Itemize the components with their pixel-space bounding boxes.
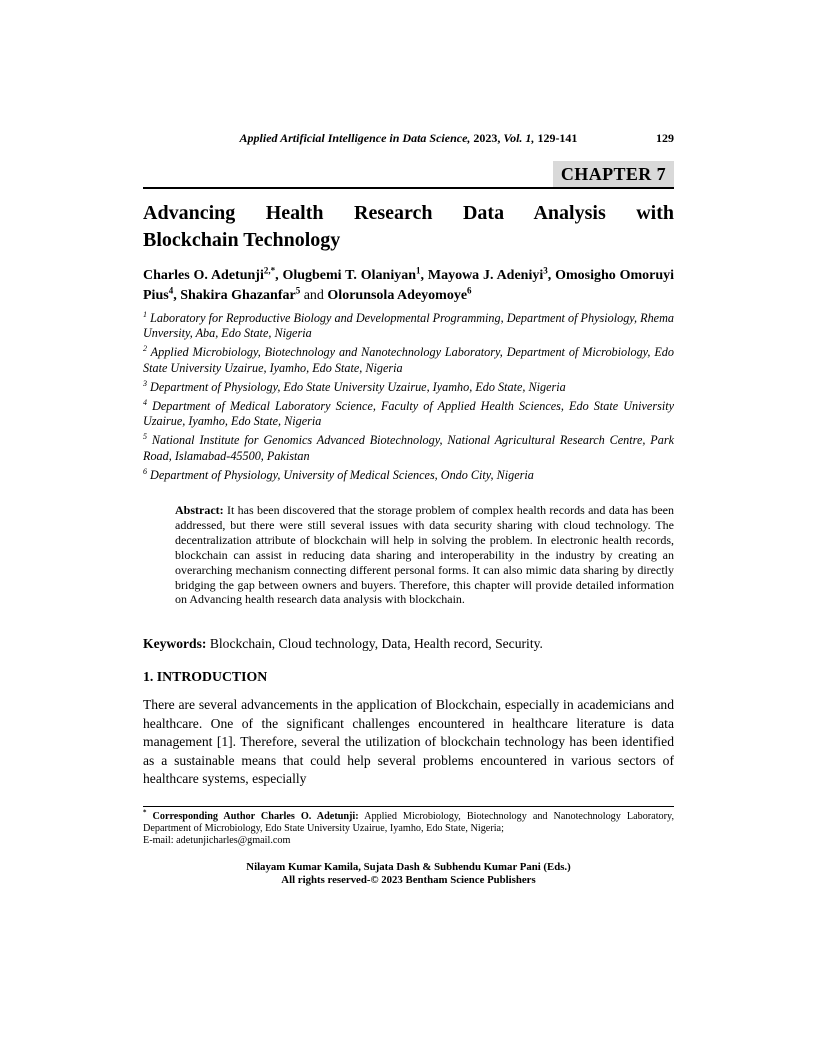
journal-volume: Vol. 1,: [503, 131, 535, 145]
journal-citation: [240, 131, 578, 145]
author-separator: ,: [275, 268, 283, 283]
chapter-badge: CHAPTER 7: [553, 161, 674, 187]
author-name: Charles O. Adetunji$^{2,*}$: [143, 265, 276, 283]
affiliation: $^6$ Department of Physiology, University of Medical Sciences, Ondo City, Nigeria: [143, 466, 534, 482]
abstract-text: It has been discovered that the storage problem of complex health records and data has been addressed, but there were still several issues with data security sharing with cloud technology. The decentralization attribute of blockchain will help in solving the problem. In electronic health records, blockchain can assist in reducing data sharing and interoperability in the industry by creating an overarching mechanism connecting different personal forms. It can also mimic data sharing by directly bridging the gap between owners and buyers. Therefore, this chapter will provide detailed information on Advancing health research data analysis with blockchain.: [175, 503, 674, 607]
abstract-label: Abstract:: [175, 503, 224, 518]
intro-paragraph: There are several advancements in the application of Blockchain, especially in academicians and healthcare. One of the significant challenges encountered in healthcare literature is data management [1]. Therefore, several the utilization of blockchain technology has been identified as a sustainable means that could help several problems encountered in various sectors of healthcare systems, especially: [143, 697, 674, 787]
author-affiliation-marker: 4: [168, 285, 174, 296]
affiliation-marker: 6: [143, 466, 147, 476]
author-affiliation-marker: 5: [295, 285, 301, 296]
chapter-title-line2: Blockchain Technology: [143, 229, 341, 251]
footnote: [143, 808, 674, 847]
keywords-text: Blockchain, Cloud technology, Data, Health record, Security.: [206, 636, 543, 652]
affiliation: $^4$ Department of Medical Laboratory Science, Faculty of Applied Health Sciences, Edo State University Uzairue, Iyamho, Edo State, Nigeria: [143, 397, 674, 429]
keywords-label: Keywords:: [143, 636, 207, 652]
affiliation-marker: 5: [143, 432, 147, 442]
author-affiliation-marker: 1: [416, 265, 421, 276]
author-name: Olugbemi T. Olaniyan$^1$: [282, 265, 421, 283]
journal-year: 2023,: [473, 131, 501, 145]
page-content: [143, 0, 674, 789]
affiliation-list: [143, 311, 674, 483]
author-list: [143, 266, 674, 306]
affiliation-marker: 3: [143, 378, 147, 388]
author-separator: ,: [420, 268, 428, 283]
author-separator: ,: [547, 268, 556, 283]
footnote-marker: *: [143, 808, 147, 817]
page-number: 129: [656, 131, 674, 145]
affiliation: $^1$ Laboratory for Reproductive Biology and Developmental Programming, Department of Physiology, Rhema Unversity, Aba, Edo State, Nigeria: [143, 309, 674, 341]
affiliation-marker: 4: [143, 397, 147, 407]
chapter-title: [143, 200, 674, 254]
author-name: Omosigho Omoruyi Pius$^4$: [143, 268, 675, 303]
author-separator: and: [300, 288, 328, 303]
journal-title: Applied Artificial Intelligence in Data Science,: [239, 131, 471, 145]
author-name: Mayowa J. Adeniyi$^3$: [427, 265, 548, 283]
author-name: Olorunsola Adeyomoye$^6$: [327, 285, 472, 303]
chapter-title-line1: Advancing Health Research Data Analysis with: [143, 202, 674, 224]
affiliation: $^5$ National Institute for Genomics Advanced Biotechnology, National Agricultural Research Centre, Park Road, Islamabad-45500, Pakistan: [143, 432, 674, 463]
affiliation: $^3$ Department of Physiology, Edo State University Uzairue, Iyamho, Edo State, Nigeria: [143, 378, 566, 394]
affiliation-marker: 1: [143, 309, 147, 319]
footnote-label: Corresponding Author Charles O. Adetunji:: [146, 811, 359, 822]
affiliation-marker: 2: [143, 344, 147, 354]
chapter-badge-row: [143, 161, 674, 189]
section-heading-introduction: 1. INTRODUCTION: [143, 669, 268, 685]
footnote-area: [143, 806, 674, 887]
running-header: [143, 131, 674, 146]
rights-line: All rights reserved-© 2023 Bentham Science Publishers: [281, 874, 536, 886]
author-affiliation-marker: 3: [543, 265, 548, 276]
footnote-email: E-mail: adetunjicharles@gmail.com: [143, 835, 291, 846]
author-separator: ,: [173, 288, 181, 303]
footnote-text: Applied Microbiology, Biotechnology and Nanotechnology Laboratory, Department of Microbiology, Edo State University Uzairue, Iyamho, Edo State, Nigeria;: [143, 811, 674, 834]
author-affiliation-marker: 6: [467, 285, 472, 296]
keywords: [143, 635, 674, 652]
journal-pages: 129-141: [537, 131, 578, 145]
author-affiliation-marker: 2,*: [263, 265, 276, 276]
footnote-rule: [143, 806, 674, 807]
author-name: Shakira Ghazanfar$^5$: [180, 285, 301, 303]
abstract: [175, 503, 674, 607]
editors-line: Nilayam Kumar Kamila, Sujata Dash & Subhendu Kumar Pani (Eds.): [246, 861, 571, 873]
affiliation: $^2$ Applied Microbiology, Biotechnology and Nanotechnology Laboratory, Department of Microbiology, Edo State University Uzairue, Iyamho, Edo State, Nigeria: [143, 344, 674, 375]
imprint: [143, 861, 674, 887]
